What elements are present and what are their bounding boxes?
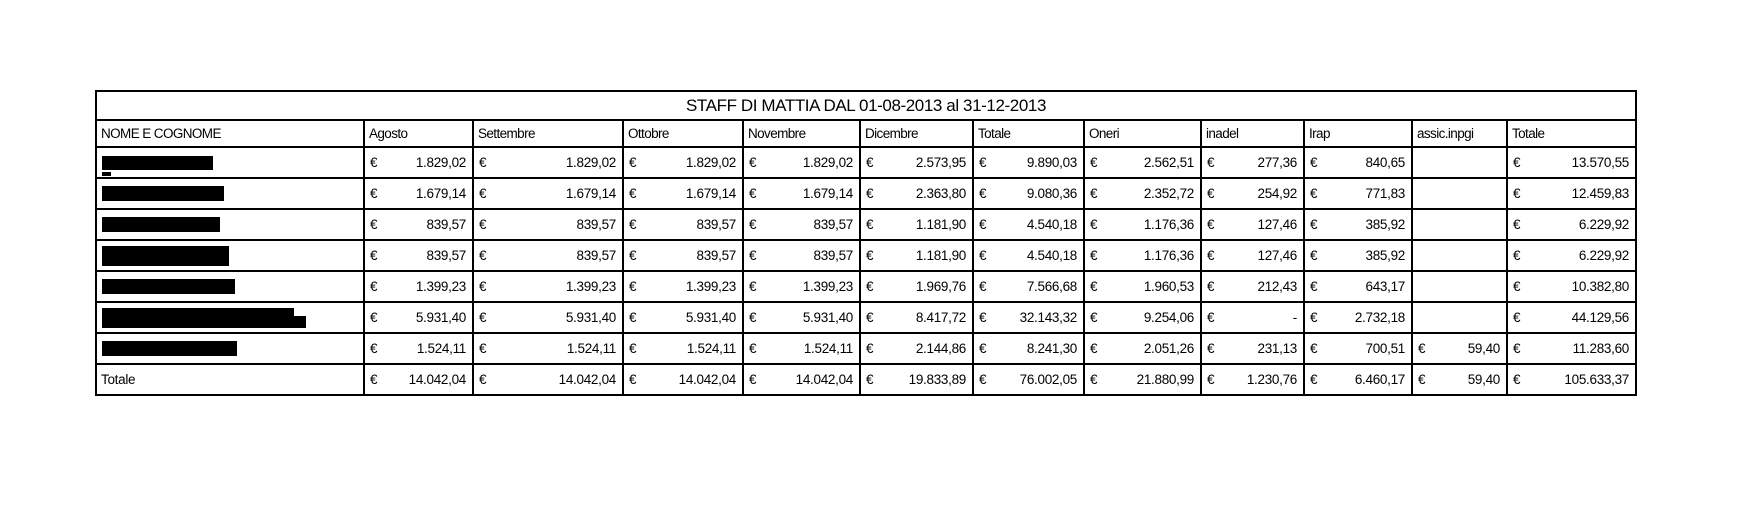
currency-symbol: € <box>979 155 987 170</box>
value-cell <box>973 209 1084 240</box>
amount: 44.129,56 <box>1571 310 1629 325</box>
currency-symbol: € <box>866 310 874 325</box>
currency-symbol: € <box>1207 248 1215 263</box>
currency-symbol: € <box>1310 217 1318 232</box>
amount: 8.241,30 <box>1026 341 1077 356</box>
amount: 1.679,14 <box>685 186 736 201</box>
value-cell <box>473 333 623 364</box>
value-cell <box>1507 147 1636 178</box>
currency-symbol: € <box>479 310 487 325</box>
value-cell <box>364 271 473 302</box>
value-cell <box>1507 302 1636 333</box>
amount: 1.969,76 <box>915 279 966 294</box>
value-cell <box>623 147 743 178</box>
currency-symbol: € <box>1513 310 1521 325</box>
name-cell <box>96 209 364 240</box>
value-cell <box>743 364 860 395</box>
value-cell <box>973 147 1084 178</box>
currency-symbol: € <box>749 217 757 232</box>
amount: 385,92 <box>1365 248 1405 263</box>
table-row <box>96 333 1636 364</box>
column-header-6: Totale <box>973 120 1084 147</box>
amount: 771,83 <box>1365 186 1405 201</box>
value-cell <box>473 271 623 302</box>
currency-symbol: € <box>1090 372 1098 387</box>
value-cell <box>1412 302 1507 333</box>
currency-symbol: € <box>1090 155 1098 170</box>
currency-symbol: € <box>479 217 487 232</box>
value-cell <box>1084 209 1201 240</box>
currency-symbol: € <box>629 155 637 170</box>
value-cell <box>860 178 973 209</box>
amount: 4.540,18 <box>1026 248 1077 263</box>
currency-symbol: € <box>479 248 487 263</box>
currency-symbol: € <box>1310 310 1318 325</box>
currency-symbol: € <box>1207 372 1215 387</box>
value-cell <box>860 147 973 178</box>
amount: 1.679,14 <box>802 186 853 201</box>
amount: 1.176,36 <box>1143 248 1194 263</box>
currency-symbol: € <box>629 341 637 356</box>
amount: 2.363,80 <box>915 186 966 201</box>
currency-symbol: € <box>479 372 487 387</box>
value-cell <box>973 333 1084 364</box>
currency-symbol: € <box>1310 186 1318 201</box>
value-cell <box>743 302 860 333</box>
currency-symbol: € <box>1090 341 1098 356</box>
amount: 700,51 <box>1365 341 1405 356</box>
title-row <box>96 91 1636 120</box>
currency-symbol: € <box>866 372 874 387</box>
value-cell <box>1084 302 1201 333</box>
value-cell <box>1507 178 1636 209</box>
value-cell <box>1201 333 1304 364</box>
amount: 385,92 <box>1365 217 1405 232</box>
amount: 5.931,40 <box>565 310 616 325</box>
value-cell <box>1412 364 1507 395</box>
value-cell <box>623 333 743 364</box>
amount: 643,17 <box>1365 279 1405 294</box>
value-cell <box>473 209 623 240</box>
value-cell <box>1507 209 1636 240</box>
column-header-8: inadel <box>1201 120 1304 147</box>
currency-symbol: € <box>1310 155 1318 170</box>
currency-symbol: € <box>1207 279 1215 294</box>
currency-symbol: € <box>866 248 874 263</box>
table-row <box>96 271 1636 302</box>
currency-symbol: € <box>1207 341 1215 356</box>
amount: 2.051,26 <box>1143 341 1194 356</box>
column-header-2: Settembre <box>473 120 623 147</box>
redacted-name-bar <box>102 279 235 294</box>
value-cell <box>623 178 743 209</box>
value-cell <box>1304 209 1412 240</box>
currency-symbol: € <box>749 341 757 356</box>
name-cell <box>96 147 364 178</box>
value-cell <box>743 271 860 302</box>
amount: 2.352,72 <box>1143 186 1194 201</box>
column-header-5: Dicembre <box>860 120 973 147</box>
value-cell <box>623 271 743 302</box>
amount: 1.399,23 <box>565 279 616 294</box>
value-cell <box>1201 178 1304 209</box>
amount: 839,57 <box>426 248 466 263</box>
amount: 839,57 <box>426 217 466 232</box>
amount: 839,57 <box>576 217 616 232</box>
value-cell <box>973 302 1084 333</box>
amount: 59,40 <box>1467 372 1500 387</box>
staff-report-sheet <box>95 90 1637 396</box>
amount: 212,43 <box>1257 279 1297 294</box>
currency-symbol: € <box>866 217 874 232</box>
value-cell <box>1304 178 1412 209</box>
currency-symbol: € <box>866 279 874 294</box>
value-cell <box>973 271 1084 302</box>
amount: 1.829,02 <box>415 155 466 170</box>
amount: 76.002,05 <box>1019 372 1077 387</box>
amount: 839,57 <box>696 248 736 263</box>
table-row <box>96 209 1636 240</box>
currency-symbol: € <box>1418 372 1426 387</box>
value-cell <box>364 209 473 240</box>
currency-symbol: € <box>979 310 987 325</box>
currency-symbol: € <box>1513 279 1521 294</box>
value-cell <box>1304 240 1412 271</box>
value-cell <box>473 302 623 333</box>
currency-symbol: € <box>370 372 378 387</box>
table-row <box>96 302 1636 333</box>
currency-symbol: € <box>1090 248 1098 263</box>
amount: 11.283,60 <box>1572 341 1629 356</box>
amount: 1.399,23 <box>415 279 466 294</box>
redacted-name-bar <box>102 341 237 356</box>
currency-symbol: € <box>1310 279 1318 294</box>
value-cell <box>1304 271 1412 302</box>
currency-symbol: € <box>1090 186 1098 201</box>
table-title: STAFF DI MATTIA DAL 01-08-2013 al 31-12-2013 <box>96 91 1636 120</box>
value-cell <box>364 147 473 178</box>
value-cell <box>364 302 473 333</box>
currency-symbol: € <box>629 279 637 294</box>
currency-symbol: € <box>1207 310 1215 325</box>
amount: 1.829,02 <box>802 155 853 170</box>
amount: 9.890,03 <box>1026 155 1077 170</box>
column-header-1: Agosto <box>364 120 473 147</box>
table-row <box>96 147 1636 178</box>
currency-symbol: € <box>370 279 378 294</box>
redacted-name-bar <box>102 217 220 232</box>
amount: 13.570,55 <box>1571 155 1629 170</box>
currency-symbol: € <box>629 248 637 263</box>
currency-symbol: € <box>1207 155 1215 170</box>
currency-symbol: € <box>979 217 987 232</box>
currency-symbol: € <box>370 310 378 325</box>
currency-symbol: € <box>866 155 874 170</box>
total-row <box>96 364 1636 395</box>
currency-symbol: € <box>979 248 987 263</box>
currency-symbol: € <box>479 341 487 356</box>
value-cell <box>860 209 973 240</box>
currency-symbol: € <box>479 279 487 294</box>
currency-symbol: € <box>979 341 987 356</box>
value-cell <box>1507 364 1636 395</box>
value-cell <box>1201 209 1304 240</box>
value-cell <box>1412 240 1507 271</box>
amount: 14.042,04 <box>795 372 853 387</box>
value-cell <box>743 240 860 271</box>
currency-symbol: € <box>1513 217 1521 232</box>
value-cell <box>1412 271 1507 302</box>
value-cell <box>743 209 860 240</box>
amount: - <box>1292 310 1297 325</box>
value-cell <box>1084 333 1201 364</box>
name-cell <box>96 240 364 271</box>
amount: 1.679,14 <box>415 186 466 201</box>
value-cell <box>623 364 743 395</box>
value-cell <box>623 209 743 240</box>
value-cell <box>364 240 473 271</box>
currency-symbol: € <box>629 217 637 232</box>
value-cell <box>364 178 473 209</box>
amount: 105.633,37 <box>1564 372 1629 387</box>
value-cell <box>1412 209 1507 240</box>
staff-table <box>95 90 1637 396</box>
value-cell <box>1304 147 1412 178</box>
currency-symbol: € <box>1090 279 1098 294</box>
redacted-name-bar <box>102 308 294 328</box>
value-cell <box>364 364 473 395</box>
currency-symbol: € <box>1207 217 1215 232</box>
amount: 1.399,23 <box>802 279 853 294</box>
currency-symbol: € <box>1207 186 1215 201</box>
value-cell <box>1201 240 1304 271</box>
value-cell <box>1507 333 1636 364</box>
value-cell <box>973 178 1084 209</box>
currency-symbol: € <box>749 310 757 325</box>
amount: 6.229,92 <box>1578 217 1629 232</box>
table-row <box>96 240 1636 271</box>
amount: 2.144,86 <box>915 341 966 356</box>
value-cell <box>1201 364 1304 395</box>
amount: 6.460,17 <box>1354 372 1405 387</box>
currency-symbol: € <box>1513 372 1521 387</box>
currency-symbol: € <box>749 279 757 294</box>
value-cell <box>860 240 973 271</box>
amount: 839,57 <box>696 217 736 232</box>
currency-symbol: € <box>1310 341 1318 356</box>
amount: 1.960,53 <box>1143 279 1194 294</box>
amount: 9.080,36 <box>1026 186 1077 201</box>
amount: 127,46 <box>1257 217 1297 232</box>
amount: 839,57 <box>813 217 853 232</box>
currency-symbol: € <box>749 155 757 170</box>
value-cell <box>1201 147 1304 178</box>
value-cell <box>473 240 623 271</box>
currency-symbol: € <box>866 186 874 201</box>
column-header-4: Novembre <box>743 120 860 147</box>
total-label: Totale <box>96 364 364 395</box>
currency-symbol: € <box>629 186 637 201</box>
amount: 231,13 <box>1257 341 1297 356</box>
currency-symbol: € <box>866 341 874 356</box>
amount: 8.417,72 <box>915 310 966 325</box>
amount: 2.732,18 <box>1354 310 1405 325</box>
redacted-name-bar-extra <box>294 316 306 328</box>
value-cell <box>973 240 1084 271</box>
value-cell <box>973 364 1084 395</box>
currency-symbol: € <box>629 372 637 387</box>
redacted-name-bar <box>102 156 213 170</box>
amount: 1.181,90 <box>915 217 966 232</box>
amount: 14.042,04 <box>678 372 736 387</box>
amount: 127,46 <box>1257 248 1297 263</box>
value-cell <box>473 178 623 209</box>
amount: 6.229,92 <box>1578 248 1629 263</box>
value-cell <box>1412 333 1507 364</box>
currency-symbol: € <box>979 279 987 294</box>
value-cell <box>860 271 973 302</box>
currency-symbol: € <box>1513 248 1521 263</box>
amount: 1.230,76 <box>1246 372 1297 387</box>
amount: 14.042,04 <box>408 372 466 387</box>
value-cell <box>743 178 860 209</box>
column-header-11: Totale <box>1507 120 1636 147</box>
amount: 1.829,02 <box>685 155 736 170</box>
amount: 1.524,11 <box>803 341 853 356</box>
currency-symbol: € <box>979 372 987 387</box>
currency-symbol: € <box>370 155 378 170</box>
currency-symbol: € <box>1310 372 1318 387</box>
value-cell <box>1201 302 1304 333</box>
currency-symbol: € <box>370 248 378 263</box>
value-cell <box>1084 147 1201 178</box>
amount: 4.540,18 <box>1026 217 1077 232</box>
currency-symbol: € <box>479 186 487 201</box>
redacted-name-bar <box>102 186 224 201</box>
value-cell <box>1201 271 1304 302</box>
value-cell <box>1412 147 1507 178</box>
amount: 5.931,40 <box>802 310 853 325</box>
amount: 1.399,23 <box>685 279 736 294</box>
amount: 1.181,90 <box>915 248 966 263</box>
amount: 1.524,11 <box>416 341 466 356</box>
currency-symbol: € <box>749 248 757 263</box>
amount: 1.176,36 <box>1143 217 1194 232</box>
amount: 254,92 <box>1257 186 1297 201</box>
amount: 277,36 <box>1257 155 1297 170</box>
name-cell <box>96 333 364 364</box>
currency-symbol: € <box>370 341 378 356</box>
column-header-10: assic.inpgi <box>1412 120 1507 147</box>
currency-symbol: € <box>749 186 757 201</box>
value-cell <box>1084 178 1201 209</box>
amount: 59,40 <box>1467 341 1500 356</box>
value-cell <box>1084 271 1201 302</box>
amount: 839,57 <box>813 248 853 263</box>
column-header-7: Oneri <box>1084 120 1201 147</box>
amount: 1.524,11 <box>566 341 616 356</box>
amount: 839,57 <box>576 248 616 263</box>
value-cell <box>473 147 623 178</box>
amount: 1.679,14 <box>565 186 616 201</box>
currency-symbol: € <box>370 186 378 201</box>
column-header-9: Irap <box>1304 120 1412 147</box>
amount: 5.931,40 <box>415 310 466 325</box>
currency-symbol: € <box>1513 155 1521 170</box>
value-cell <box>623 240 743 271</box>
amount: 5.931,40 <box>685 310 736 325</box>
amount: 19.833,89 <box>908 372 966 387</box>
value-cell <box>1507 271 1636 302</box>
value-cell <box>364 333 473 364</box>
currency-symbol: € <box>749 372 757 387</box>
amount: 14.042,04 <box>558 372 616 387</box>
amount: 7.566,68 <box>1026 279 1077 294</box>
value-cell <box>1084 364 1201 395</box>
value-cell <box>1304 302 1412 333</box>
value-cell <box>473 364 623 395</box>
amount: 2.573,95 <box>915 155 966 170</box>
value-cell <box>860 333 973 364</box>
amount: 10.382,80 <box>1571 279 1629 294</box>
value-cell <box>1412 178 1507 209</box>
value-cell <box>860 302 973 333</box>
value-cell <box>860 364 973 395</box>
name-cell <box>96 302 364 333</box>
redacted-name-bar <box>102 246 229 266</box>
value-cell <box>1304 364 1412 395</box>
currency-symbol: € <box>629 310 637 325</box>
value-cell <box>743 147 860 178</box>
amount: 840,65 <box>1365 155 1405 170</box>
column-header-3: Ottobre <box>623 120 743 147</box>
currency-symbol: € <box>1418 341 1426 356</box>
name-cell <box>96 178 364 209</box>
amount: 21.880,99 <box>1136 372 1194 387</box>
currency-symbol: € <box>479 155 487 170</box>
currency-symbol: € <box>370 217 378 232</box>
amount: 1.829,02 <box>565 155 616 170</box>
amount: 9.254,06 <box>1143 310 1194 325</box>
value-cell <box>1304 333 1412 364</box>
value-cell <box>743 333 860 364</box>
name-cell <box>96 271 364 302</box>
amount: 12.459,83 <box>1571 186 1629 201</box>
amount: 32.143,32 <box>1019 310 1077 325</box>
value-cell <box>1507 240 1636 271</box>
column-header-0: NOME E COGNOME <box>96 120 364 147</box>
redaction-tick <box>102 172 111 176</box>
table-row <box>96 178 1636 209</box>
currency-symbol: € <box>1310 248 1318 263</box>
currency-symbol: € <box>1090 217 1098 232</box>
currency-symbol: € <box>1513 186 1521 201</box>
currency-symbol: € <box>1090 310 1098 325</box>
value-cell <box>1084 240 1201 271</box>
amount: 2.562,51 <box>1143 155 1194 170</box>
currency-symbol: € <box>979 186 987 201</box>
header-row <box>96 120 1636 147</box>
currency-symbol: € <box>1513 341 1521 356</box>
amount: 1.524,11 <box>686 341 736 356</box>
value-cell <box>623 302 743 333</box>
